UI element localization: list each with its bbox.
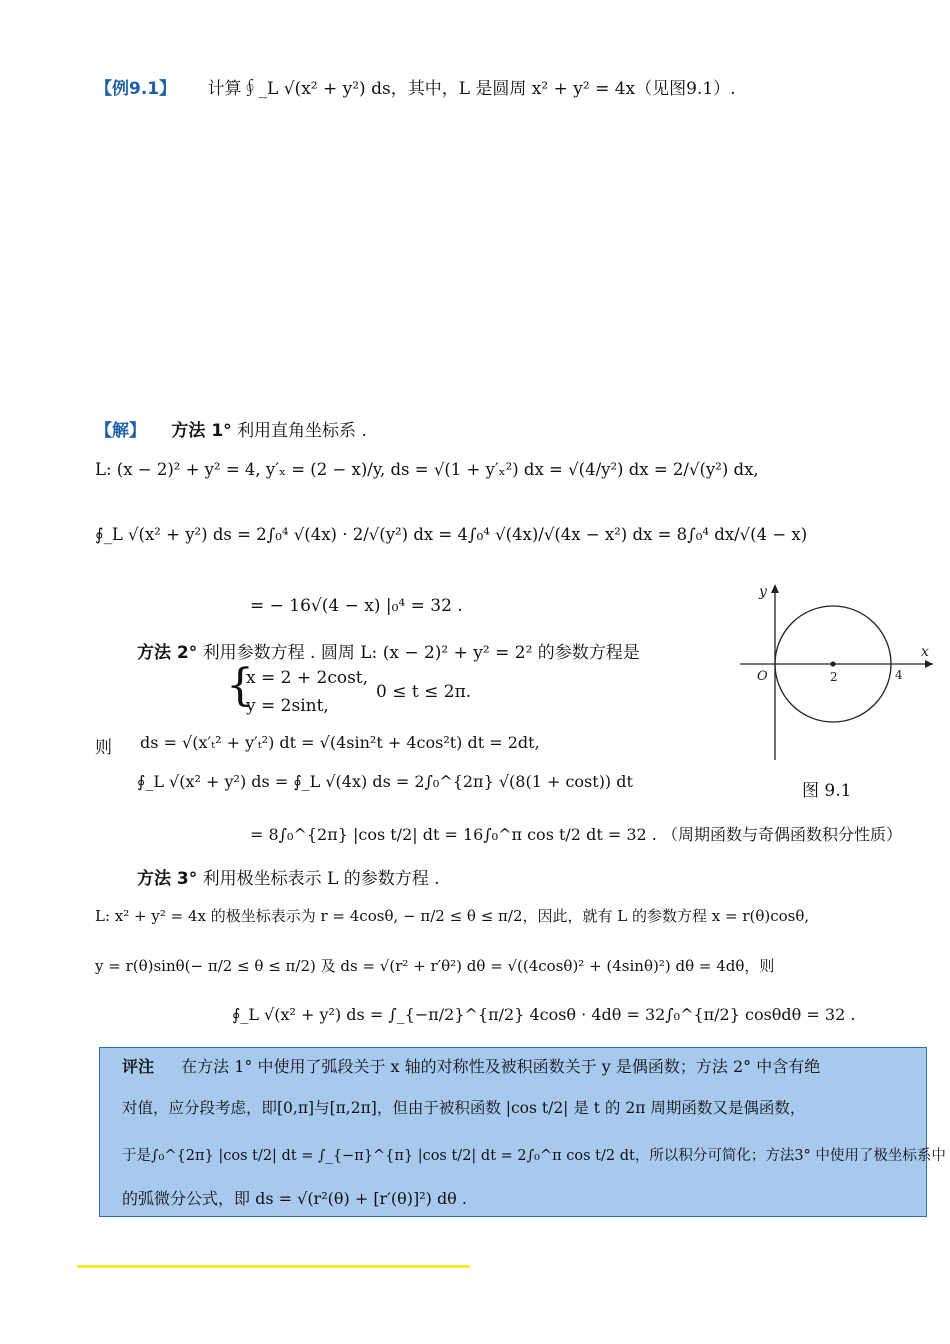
method3-line2: y = r(θ)sinθ(− π/2 ≤ θ ≤ π/2) 及 ds = √(r² + r′θ²) dθ = √((4cosθ)² + (4sinθ)²) dθ = 4dθ，则 xyxy=(95,957,775,975)
example-statement: 计算∮_L √(x² + y²) ds，其中，L 是圆周 x² + y² = 4x（见图9.1）. xyxy=(207,79,736,99)
solution-tag: 【解】 xyxy=(95,421,146,441)
x-axis-arrow xyxy=(925,660,933,668)
method3-line1: L: x² + y² = 4x 的极坐标表示为 r = 4cosθ, − π/2 ≤ θ ≤ π/2，因此，就有 L 的参数方程 x = r(θ)cosθ, xyxy=(95,907,810,925)
origin-label: O xyxy=(757,669,768,684)
tick-4-label: 4 xyxy=(895,668,903,682)
method3-header xyxy=(137,864,440,889)
note-box xyxy=(99,1047,946,1217)
method3-desc: 利用极坐标表示 L 的参数方程 . xyxy=(202,869,440,889)
note-line-1 xyxy=(122,1054,820,1077)
x-label: x xyxy=(921,644,929,660)
param-x: x = 2 + 2cost, xyxy=(246,668,369,688)
center-dot xyxy=(830,661,835,666)
note-line-3: 于是∫₀^{2π} |cos t/2| dt = ∫_{−π}^{π} |cos t/2| dt = 2∫₀^π cos t/2 dt，所以积分可简化；方法3° 中使用了极坐标系中 xyxy=(122,1148,946,1164)
method2-desc: 利用参数方程 . 圆周 L: (x − 2)² + y² = 2² 的参数方程是 xyxy=(202,643,640,663)
method1-line1: L: (x − 2)² + y² = 4, y′ₓ = (2 − x)/y, ds = √(1 + y′ₓ²) dx = √(4/y²) dx = 2/√(y²) dx, xyxy=(95,460,759,479)
method2-int2-note: （周期函数与奇偶函数积分性质） xyxy=(661,825,902,844)
method2-title: 方法 2° xyxy=(137,643,198,663)
method1-line3: = − 16√(4 − x) |₀⁴ = 32 . xyxy=(250,596,463,616)
method1-line2: ∮_L √(x² + y²) ds = 2∫₀⁴ √(4x) · 2/√(y²) dx = 4∫₀⁴ √(4x)/√(4x − x²) dx = 8∫₀⁴ dx/√(4 − x) xyxy=(95,525,808,544)
method3-line3: ∮_L √(x² + y²) ds = ∫_{−π/2}^{π/2} 4cosθ · 4dθ = 32∫₀^{π/2} cosθdθ = 32 . xyxy=(232,1005,856,1024)
method1-desc: 利用直角坐标系 . xyxy=(237,421,367,441)
method2-int2 xyxy=(250,822,902,845)
method2-int1: ∮_L √(x² + y²) ds = ∮_L √(4x) ds = 2∫₀^{2π} √(8(1 + cost)) dt xyxy=(137,772,633,791)
param-brace: { xyxy=(226,660,254,711)
note-tag: 评注 xyxy=(122,1057,155,1076)
method3-title: 方法 3° xyxy=(137,869,198,889)
note-line-2: 对值，应分段考虑，即[0,π]与[π,2π]，但由于被积函数 |cos t/2| 是 t 的 2π 周期函数又是偶函数， xyxy=(122,1099,806,1117)
note-line-1-text: 在方法 1° 中使用了弧段关于 x 轴的对称性及被积函数关于 y 是偶函数；方法 2° 中含有绝 xyxy=(181,1057,821,1076)
then-label: 则 xyxy=(95,738,112,758)
figure-caption: 图 9.1 xyxy=(802,781,852,801)
method2-ds: ds = √(x′ₜ² + y′ₜ²) dt = √(4sin²t + 4cos²t) dt = 2dt, xyxy=(140,733,540,752)
figure-9-1 xyxy=(735,580,940,765)
example-tag: 【例9.1】 xyxy=(95,79,177,99)
param-y: y = 2sint, xyxy=(246,696,329,716)
param-range: 0 ≤ t ≤ 2π. xyxy=(376,682,472,702)
y-axis-arrow xyxy=(771,584,779,593)
method1-title: 方法 1° xyxy=(171,421,232,441)
solution-header xyxy=(95,416,367,441)
example-line xyxy=(95,74,736,99)
tick-2-label: 2 xyxy=(830,670,838,684)
y-label: y xyxy=(759,584,767,600)
method2-header xyxy=(137,638,640,663)
method2-int2-expr: = 8∫₀^{2π} |cos t/2| dt = 16∫₀^π cos t/2 dt = 32 . xyxy=(250,825,657,844)
footer-rule xyxy=(77,1265,470,1268)
note-line-4: 的弧微分公式，即 ds = √(r²(θ) + [r′(θ)]²) dθ . xyxy=(122,1189,467,1208)
